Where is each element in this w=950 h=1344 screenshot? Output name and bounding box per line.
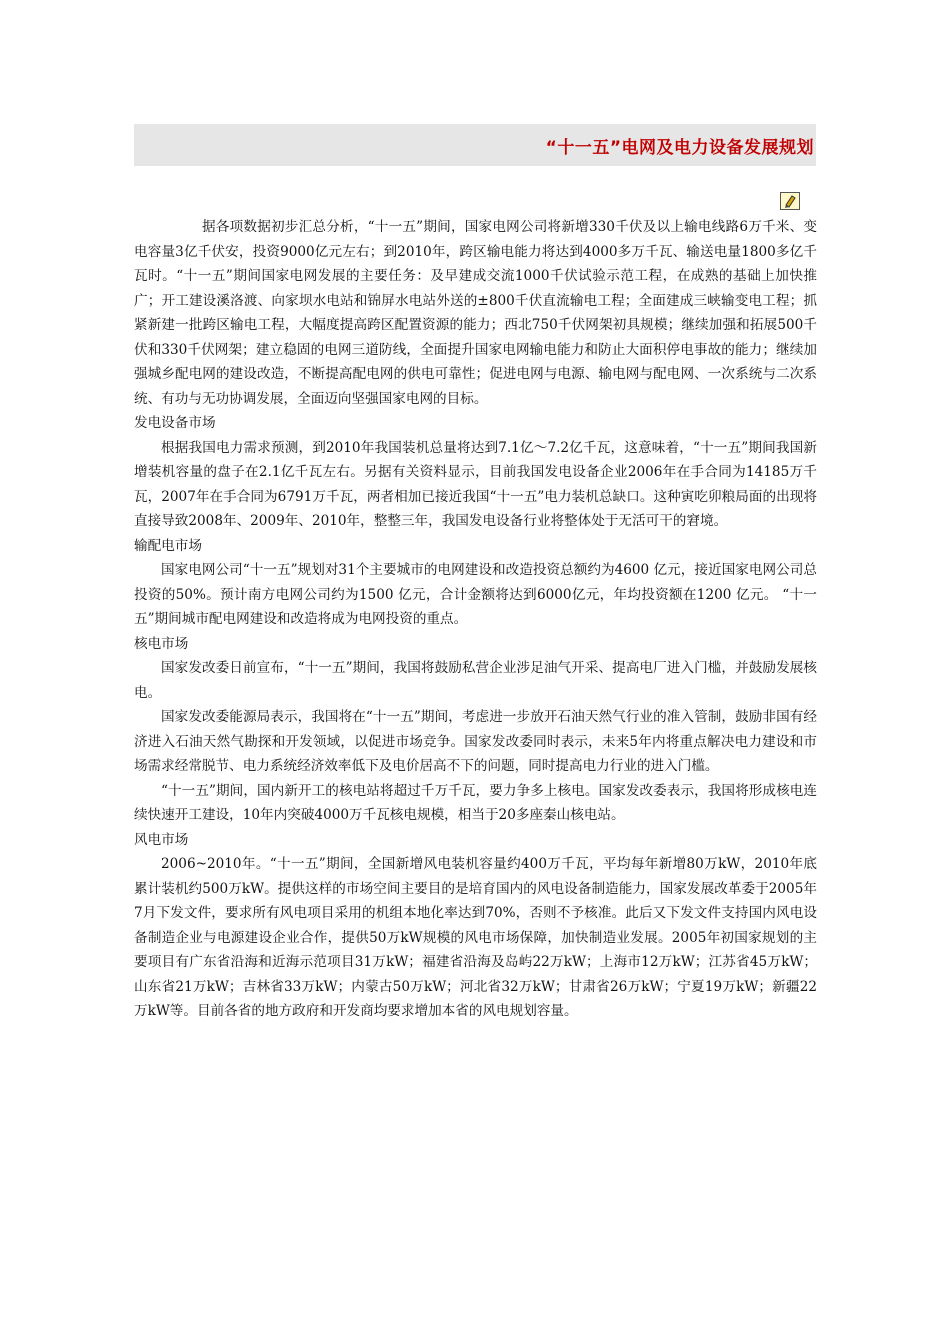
title-bar — [134, 124, 816, 166]
intro-paragraph: 据各项数据初步汇总分析，“十一五”期间，国家电网公司将新增330千伏及以上输电线路6万千米、变电容量3亿千伏安，投资9000亿元左右；到2010年，跨区输电能力将达到4000多万千瓦、输送电量1800多亿千瓦时。“十一五”期间国家电网发展的主要任务：及早建成交流1000千伏试验示范工程，在成熟的基础上加快推广；开工建设溪洛渡、向家坝水电站和锦屏水电站外送的±800千伏直流输电工程；全面建成三峡输变电工程；抓紧新建一批跨区输电工程，大幅度提高跨区配置资源的能力；西北750千伏网架初具规模；继续加强和拓展500千伏和330千伏网架；建立稳固的电网三道防线，全面提升国家电网输电能力和防止大面积停电事故的能力；继续加强城乡配电网的建设改造，不断提高配电网的供电可靠性；促进电网与电源、输电网与配电网、一次系统与二次系统、有功与无功协调发展，全面迈向坚强国家电网的目标。 — [134, 219, 817, 407]
paragraph-distribution: 国家电网公司“十一五”规划对31个主要城市的电网建设和改造投资总额约为4600 亿元，接近国家电网公司总投资的50%。预计南方电网公司约为1500 亿元，合计金额将达到6000亿元，年均投资额在1200 亿元。 “十一五”期间城市配电网建设和改造将成为电网投资的重点。 — [134, 562, 817, 627]
page-title: “十一五”电网及电力设备发展规划 — [545, 138, 814, 158]
document-icon[interactable] — [780, 192, 800, 210]
section-heading-generation: 发电设备市场 — [134, 415, 216, 431]
paragraph-nuclear-2: 国家发改委能源局表示，我国将在“十一五”期间，考虑进一步放开石油天然气行业的准入管制，鼓励非国有经济进入石油天然气勘探和开发领域，以促进市场竞争。国家发改委同时表示，未来5年内将重点解决电力建设和市场需求经常脱节、电力系统经济效率低下及电价居高不下的问题，同时提高电力行业的进入门槛。 — [134, 709, 817, 774]
paragraph-nuclear-3: “十一五”期间，国内新开工的核电站将超过千万千瓦，要力争多上核电。国家发改委表示，我国将形成核电连续快速开工建设，10年内突破4000万千瓦核电规模，相当于20多座秦山核电站。 — [134, 782, 817, 823]
document-body — [134, 215, 817, 1024]
paragraph-generation: 根据我国电力需求预测，到2010年我国装机总量将达到7.1亿～7.2亿千瓦，这意味着，“十一五”期间我国新增装机容量的盘子在2.1亿千瓦左右。另据有关资料显示，目前我国发电设备企业2006年在手合同为14185万千瓦，2007年在手合同为6791万千瓦，两者相加已接近我国“十一五”电力装机总缺口。这种寅吃卯粮局面的出现将直接导致2008年、2009年、2010年，整整三年，我国发电设备行业将整体处于无活可干的窘境。 — [134, 439, 817, 529]
section-heading-wind: 风电市场 — [134, 831, 189, 848]
section-heading-distribution: 输配电市场 — [134, 537, 202, 554]
paragraph-nuclear-1: 国家发改委日前宣布，“十一五”期间，我国将鼓励私营企业涉足油气开采、提高电厂进入门槛，并鼓励发展核电。 — [134, 660, 817, 701]
paragraph-wind: 2006~2010年。“十一五”期间，全国新增风电装机容量约400万千瓦，平均每年新增80万kW，2010年底累计装机约500万kW。提供这样的市场空间主要目的是培育国内的风电设备制造能力，国家发展改革委于2005年7月下发文件，要求所有风电项目采用的机组本地化率达到70%，否则不予核准。此后又下发文件支持国内风电设备制造企业与电源建设企业合作，提供50万kW规模的风电市场保障，加快制造业发展。2005年初国家规划的主要项目有广东省沿海和近海示范项目31万kW；福建省沿海及岛屿22万kW；上海市12万kW；江苏省45万kW；山东省21万kW；吉林省33万kW；内蒙古50万kW；河北省32万kW；甘肃省26万kW；宁夏19万kW；新疆22万kW等。目前各省的地方政府和开发商均要求增加本省的风电规划容量。 — [134, 856, 817, 1019]
section-heading-nuclear: 核电市场 — [134, 635, 189, 652]
